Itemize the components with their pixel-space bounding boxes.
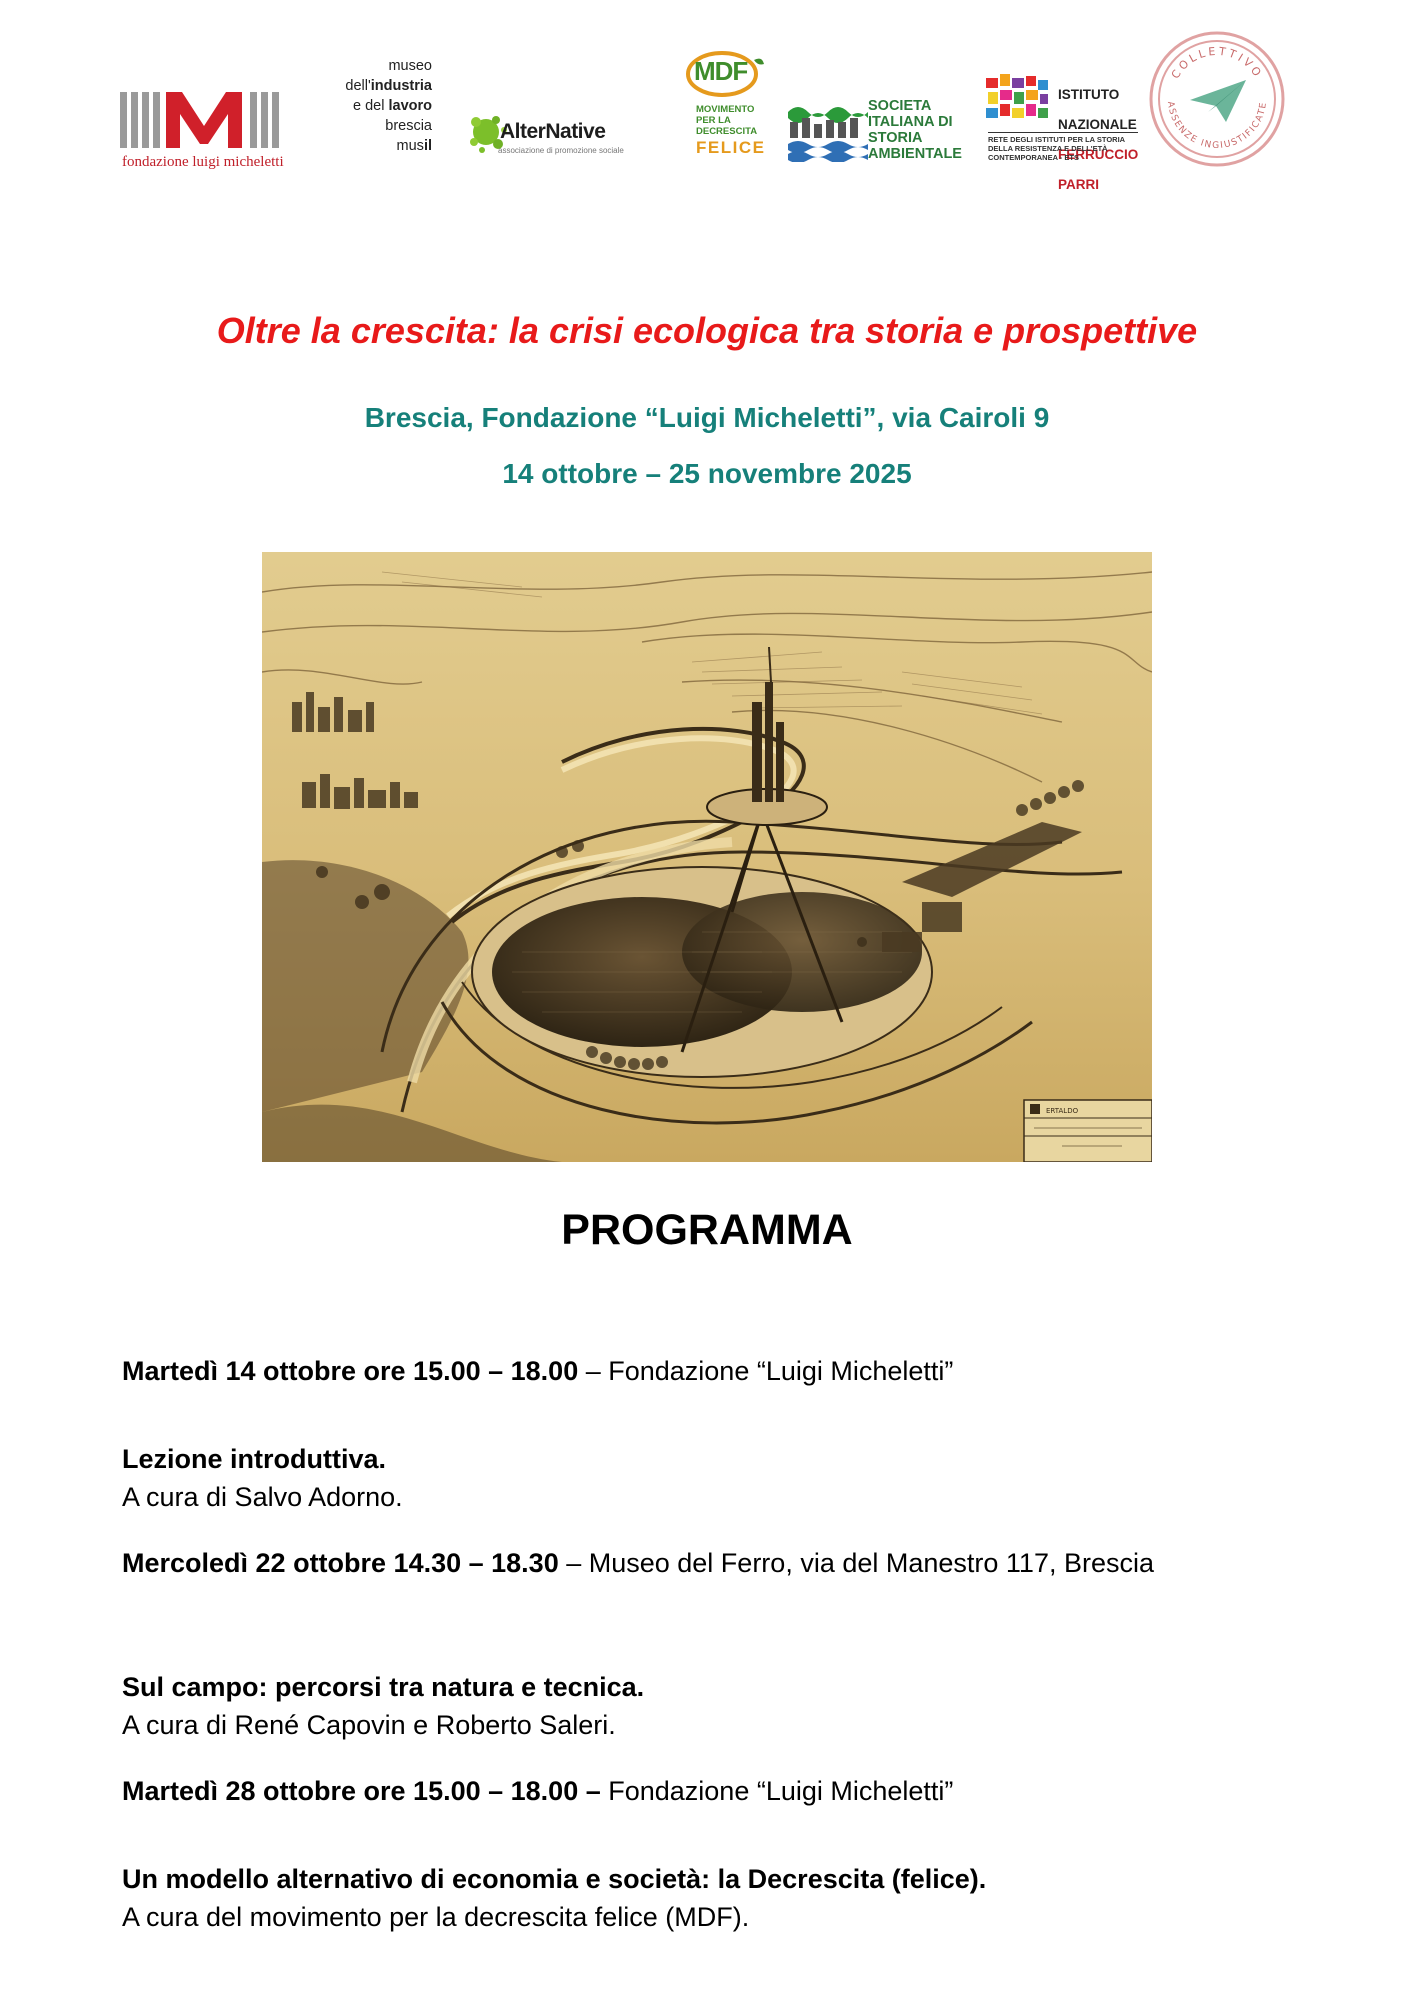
event-title: Oltre la crescita: la crisi ecologica tra storia e prospettive xyxy=(216,310,1198,351)
session-2-when: Mercoledì 22 ottobre 14.30 – 18.30 xyxy=(122,1548,559,1578)
event-venue: Brescia, Fondazione “Luigi Micheletti”, via Cairoli 9 xyxy=(364,402,1050,433)
session-1-topic xyxy=(122,1440,1292,1478)
musil-line4: brescia xyxy=(385,118,432,134)
seal-top-text: COLLETTIVO xyxy=(1168,44,1266,82)
collettivo-seal xyxy=(1148,30,1286,168)
parri-subtitle: RETE DEGLI ISTITUTI PER LA STORIA DELLA RESISTENZA E DELL'ETÀ CONTEMPORANEA - ETS xyxy=(988,132,1138,162)
session-1-topic-text: Lezione introduttiva. xyxy=(122,1444,387,1474)
parri-line1: ISTITUTO xyxy=(1058,87,1120,102)
mdf-small-text xyxy=(696,104,762,137)
sisa-text: SOCIETA ITALIANA DI STORIA AMBIENTALE xyxy=(868,98,962,162)
program-heading: PROGRAMMA xyxy=(561,1206,853,1254)
musil-logo xyxy=(310,56,432,156)
musil-line5-bold: il xyxy=(423,138,432,154)
session-3-topic xyxy=(122,1860,1292,1898)
session-1-curator: A cura di Salvo Adorno. xyxy=(122,1482,403,1512)
session-2-topic-text: Sul campo: percorsi tra natura e tecnica. xyxy=(122,1672,645,1702)
session-3-topic-text: Un modello alternativo di economia e società: la Decrescita (felice). xyxy=(122,1864,987,1894)
session-1-schedule xyxy=(122,1352,1292,1390)
session-3-schedule xyxy=(122,1772,1292,1810)
musil-line3-bold: lavoro xyxy=(388,98,432,114)
session-1-when: Martedì 14 ottobre ore 15.00 – 18.00 xyxy=(122,1356,579,1386)
musil-line2-bold: industria xyxy=(370,78,432,94)
alternative-name: AlterNative xyxy=(500,120,606,143)
musil-line2-pre: dell' xyxy=(345,78,371,94)
session-2-schedule xyxy=(122,1544,1292,1582)
musil-line5-pre: mus xyxy=(396,138,424,154)
session-2-where: – Museo del Ferro, via del Manestro 117, Brescia xyxy=(558,1548,1154,1578)
architectural-sketch-illustration xyxy=(262,552,1152,1162)
seal-bottom-text: ASSENZE INGIUSTIFICATE xyxy=(1164,100,1270,152)
session-1-where: – Fondazione “Luigi Micheletti” xyxy=(578,1356,954,1386)
alternative-tagline: associazione di promozione sociale xyxy=(498,146,624,155)
drawing-title-plate xyxy=(1024,1100,1152,1162)
mdf-line2: PER LA DECRESCITA xyxy=(696,115,758,137)
plate-label: ERTALDO xyxy=(1046,1107,1079,1115)
parri-line3: FERRUCCIO xyxy=(1058,147,1139,162)
musil-line1: museo xyxy=(388,58,432,74)
session-2-curator: A cura di René Capovin e Roberto Saleri. xyxy=(122,1710,616,1740)
parri-line4: PARRI xyxy=(1058,177,1100,192)
session-3-curator: A cura del movimento per la decrescita felice (MDF). xyxy=(122,1902,750,1932)
event-dates: 14 ottobre – 25 novembre 2025 xyxy=(502,458,912,489)
session-2-topic xyxy=(122,1668,1292,1706)
parri-line2: NAZIONALE xyxy=(1058,117,1137,132)
mdf-line1: MOVIMENTO xyxy=(696,104,755,115)
mosaic-squares-icon xyxy=(986,74,1050,126)
session-3-when: Martedì 28 ottobre ore 15.00 – 18.00 – xyxy=(122,1776,601,1806)
river-wave-icon xyxy=(788,98,868,162)
musil-line3-pre: e del xyxy=(353,98,389,114)
session-3-where: Fondazione “Luigi Micheletti” xyxy=(600,1776,954,1806)
mdf-felice: FELICE xyxy=(696,138,766,157)
micheletti-caption: fondazione luigi micheletti xyxy=(122,154,284,170)
mdf-letters: MDF xyxy=(694,56,748,86)
